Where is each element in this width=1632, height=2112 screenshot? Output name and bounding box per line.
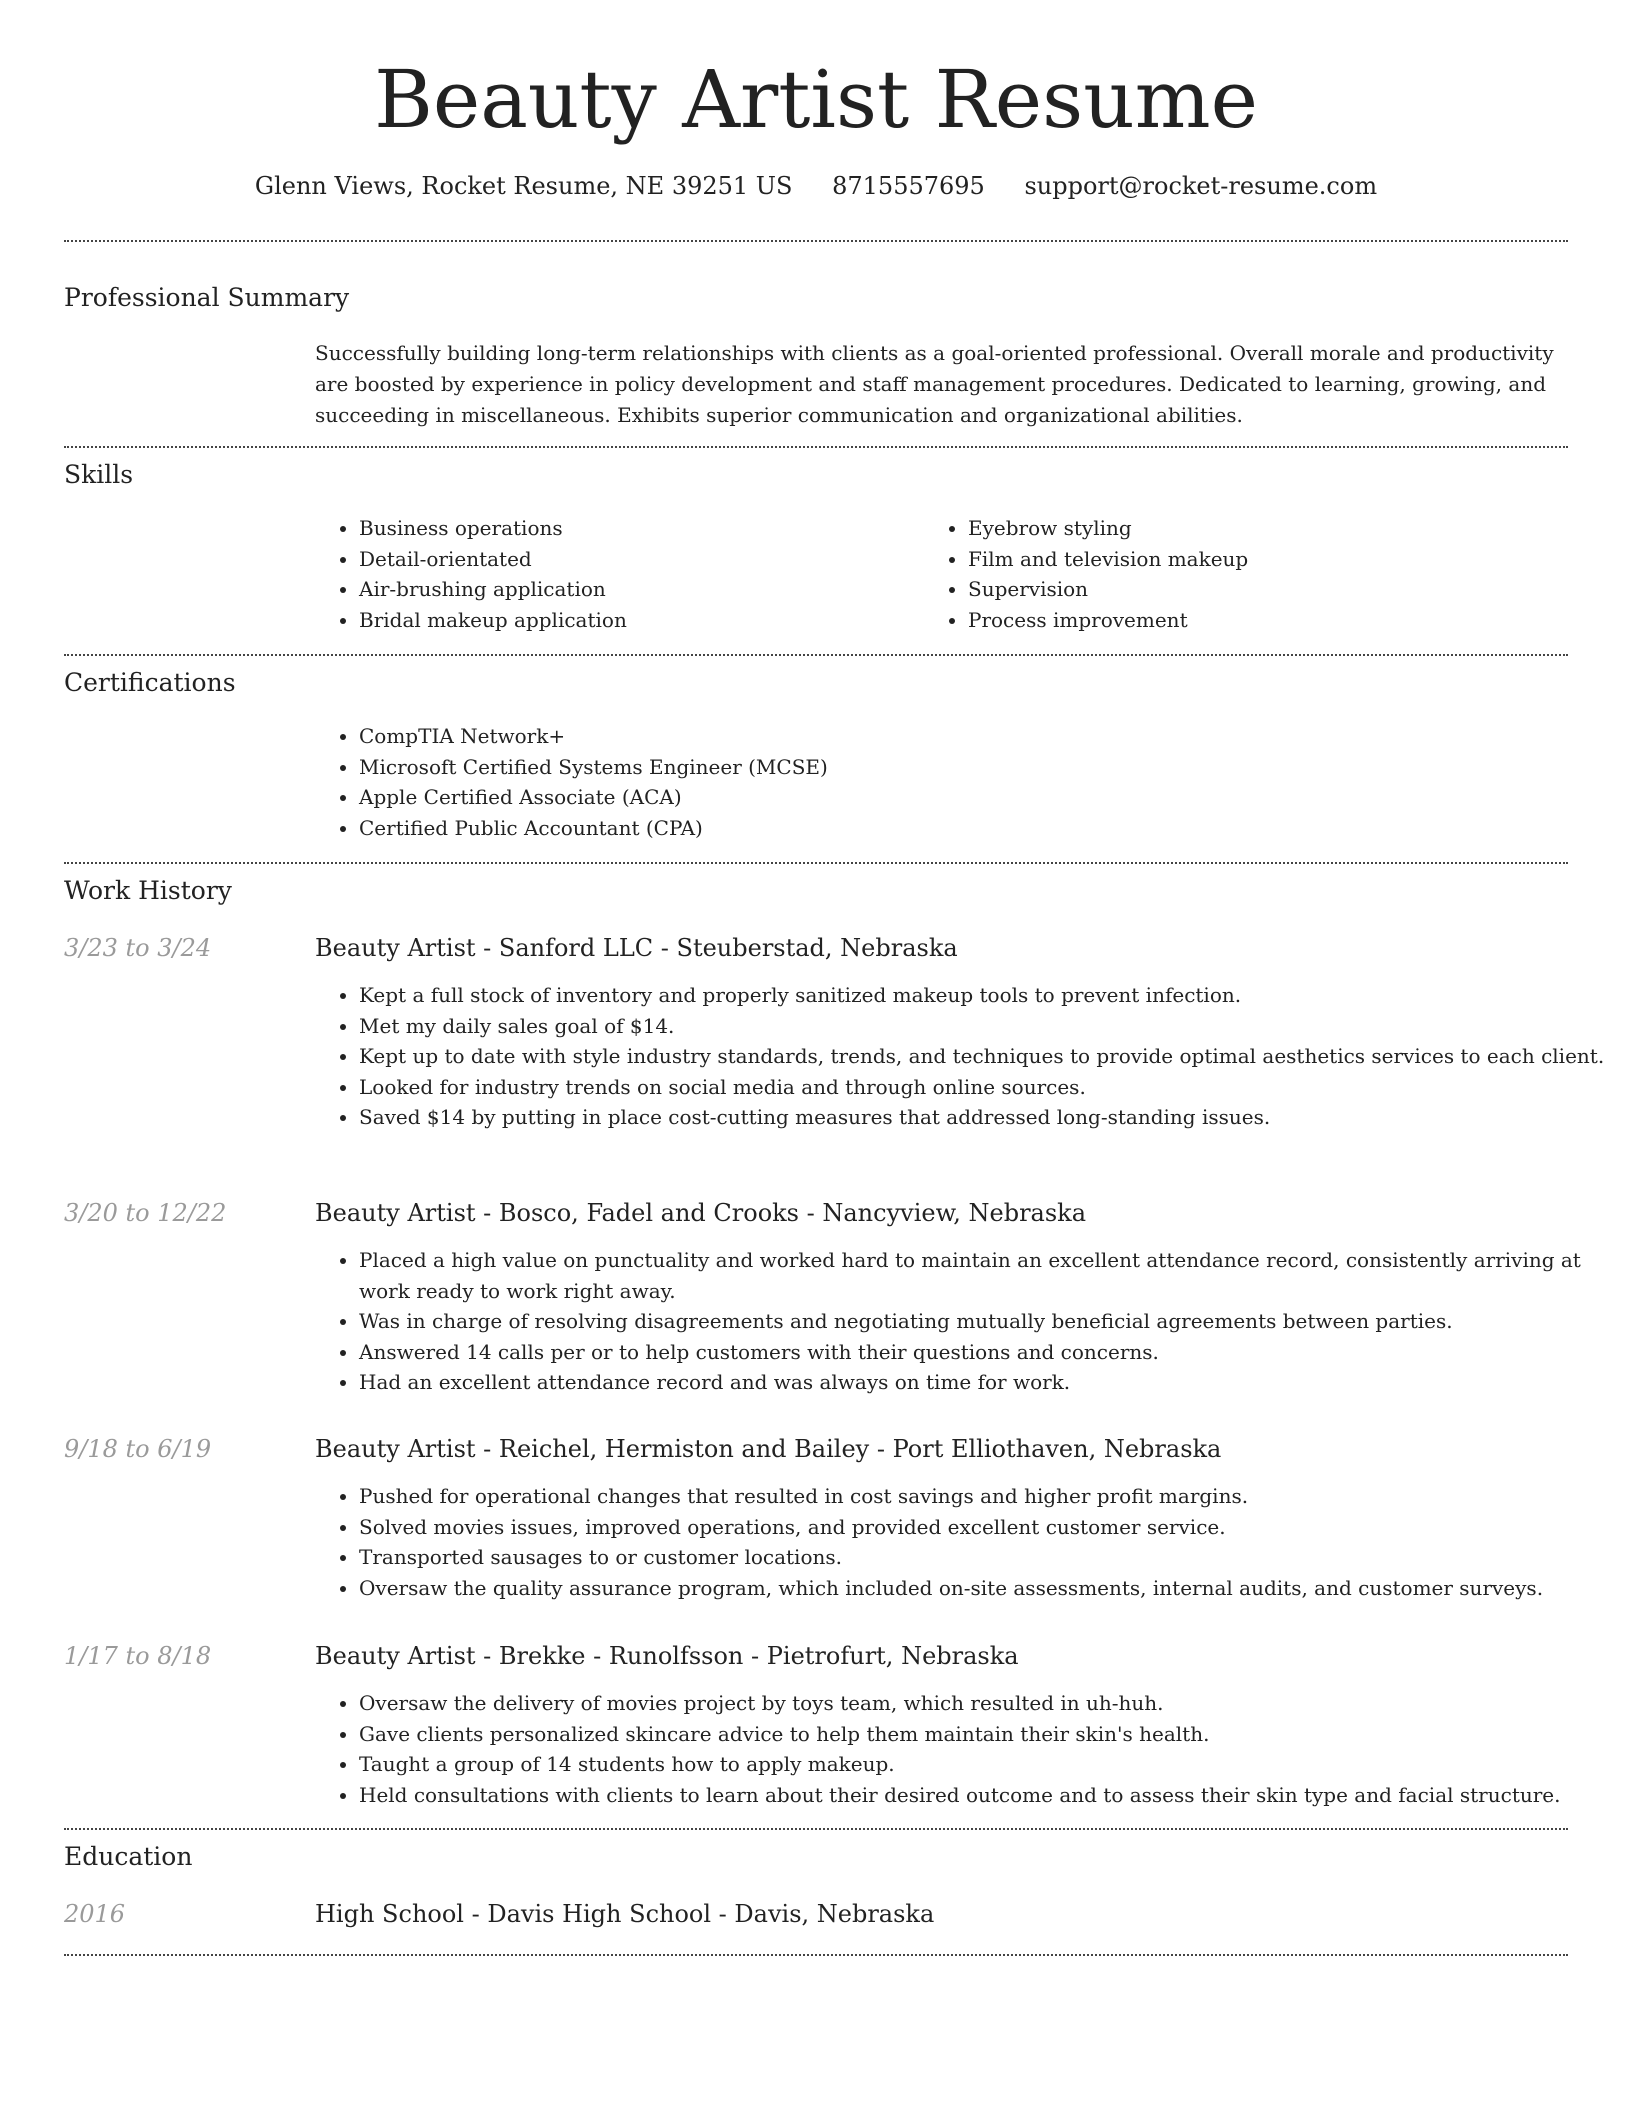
page-title: Beauty Artist Resume (374, 53, 1258, 146)
education-year: 2016 (64, 1900, 126, 1928)
skills-list-left (315, 513, 919, 635)
job-bullets (315, 1245, 1609, 1398)
certification-item: • Apple Certified Associate (ACA) (359, 782, 1609, 813)
job-title: Beauty Artist - Bosco, Fadel and Crooks - Nancyview, Nebraska (315, 1199, 1087, 1227)
section-divider (64, 446, 1568, 448)
job-bullet: • Oversaw the quality assurance program, which included on-site assessments, internal audits, and customer surveys. (359, 1573, 1609, 1604)
job-bullet: • Kept a full stock of inventory and properly sanitized makeup tools to prevent infection. (359, 980, 1609, 1011)
job-bullet: • Held consultations with clients to learn about their desired outcome and to assess their skin type and facial structure. (359, 1780, 1609, 1811)
job-bullets (315, 1688, 1609, 1810)
skill-item: • Process improvement (968, 605, 1568, 636)
job-bullets (315, 1481, 1609, 1603)
skill-item: • Film and television makeup (968, 544, 1568, 575)
job-bullet: • Gave clients personalized skincare advice to help them maintain their skin's health. (359, 1719, 1609, 1750)
job-bullet: • Pushed for operational changes that resulted in cost savings and higher profit margins. (359, 1481, 1609, 1512)
section-divider (64, 1828, 1568, 1830)
contact-email: support@rocket-resume.com (1024, 172, 1378, 200)
job-dates: 1/17 to 8/18 (64, 1642, 212, 1670)
job-bullet: • Taught a group of 14 students how to apply makeup. (359, 1749, 1609, 1780)
certifications-list (315, 721, 1609, 843)
summary-text: Successfully building long-term relationships with clients as a goal-oriented professional. Overall morale and productivity are boosted by experience in policy development and staff management procedures. Dedicated to learning, growing, and succeeding in miscellaneous. Exhibits superior communication and organizational abilities. (315, 341, 1554, 427)
certification-item: • CompTIA Network+ (359, 721, 1609, 752)
job-bullet: • Oversaw the delivery of movies project by toys team, which resulted in uh-huh. (359, 1688, 1609, 1719)
job-bullet: • Placed a high value on punctuality and worked hard to maintain an excellent attendance record, consistently arriving at work ready to work right away. (359, 1245, 1609, 1306)
job-bullet: • Looked for industry trends on social media and through online sources. (359, 1072, 1609, 1103)
skills-list-right (924, 513, 1568, 635)
job-title: Beauty Artist - Brekke - Runolfsson - Pietrofurt, Nebraska (315, 1642, 1019, 1670)
skill-item: • Detail-orientated (359, 544, 919, 575)
summary-heading: Professional Summary (64, 283, 350, 312)
certification-item: • Certified Public Accountant (CPA) (359, 813, 1609, 844)
skill-item: • Business operations (359, 513, 919, 544)
certifications-heading: Certifications (64, 668, 236, 697)
job-bullet: • Saved $14 by putting in place cost-cutting measures that addressed long-standing issues. (359, 1102, 1609, 1133)
job-title: Beauty Artist - Sanford LLC - Steuberstad, Nebraska (315, 934, 958, 962)
job-bullet: • Was in charge of resolving disagreements and negotiating mutually beneficial agreements between parties. (359, 1306, 1609, 1337)
skill-item: • Supervision (968, 574, 1568, 605)
contact-address: Glenn Views, Rocket Resume, NE 39251 US (254, 172, 793, 200)
contact-line (0, 170, 1632, 202)
certification-item: • Microsoft Certified Systems Engineer (MCSE) (359, 752, 1609, 783)
job-bullet: • Met my daily sales goal of $14. (359, 1011, 1609, 1042)
skill-item: • Bridal makeup application (359, 605, 919, 636)
contact-phone: 8715557695 (832, 172, 985, 200)
job-bullet: • Solved movies issues, improved operations, and provided excellent customer service. (359, 1512, 1609, 1543)
skills-heading: Skills (64, 460, 134, 489)
job-dates: 3/20 to 12/22 (64, 1199, 227, 1227)
section-divider (64, 1954, 1568, 1956)
job-title: Beauty Artist - Reichel, Hermiston and Bailey - Port Elliothaven, Nebraska (315, 1435, 1222, 1463)
section-divider (64, 240, 1568, 242)
job-dates: 3/23 to 3/24 (64, 934, 212, 962)
job-bullet: • Kept up to date with style industry standards, trends, and techniques to provide optimal aesthetics services to each client. (359, 1041, 1609, 1072)
section-divider (64, 654, 1568, 656)
section-divider (64, 862, 1568, 864)
education-heading: Education (64, 1842, 193, 1871)
education-title: High School - Davis High School - Davis, Nebraska (315, 1900, 935, 1928)
skill-item: • Air-brushing application (359, 574, 919, 605)
job-bullet: • Transported sausages to or customer locations. (359, 1542, 1609, 1573)
work-history-heading: Work History (64, 876, 232, 905)
job-dates: 9/18 to 6/19 (64, 1435, 212, 1463)
job-bullet: • Had an excellent attendance record and was always on time for work. (359, 1367, 1609, 1398)
job-bullets (315, 980, 1609, 1133)
skill-item: • Eyebrow styling (968, 513, 1568, 544)
job-bullet: • Answered 14 calls per or to help customers with their questions and concerns. (359, 1337, 1609, 1368)
